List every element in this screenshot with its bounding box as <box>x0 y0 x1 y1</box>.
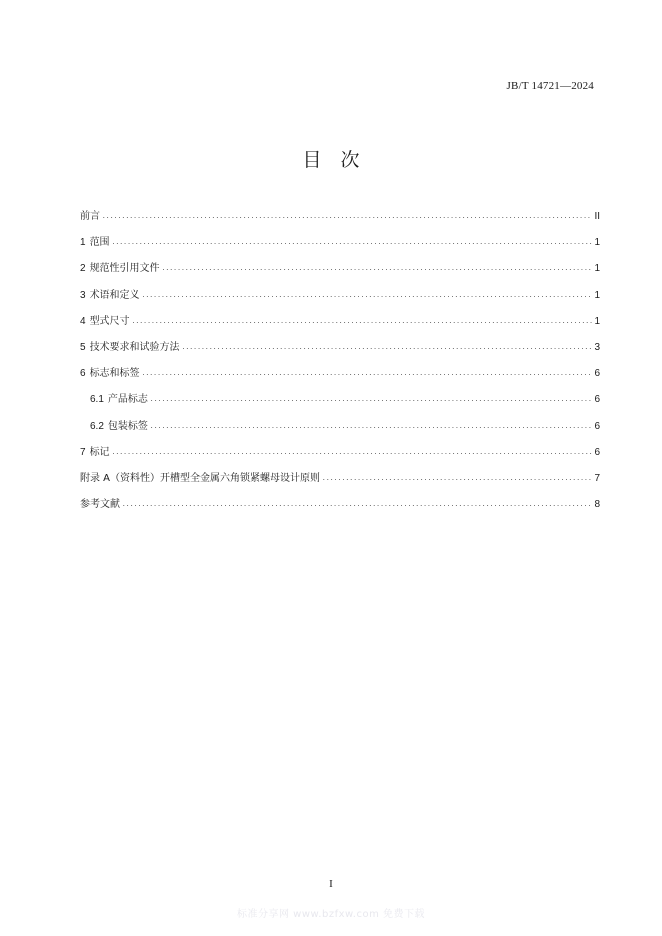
toc-entry-label <box>80 338 180 353</box>
toc-entry[interactable] <box>80 495 600 521</box>
toc-entry[interactable] <box>80 312 600 338</box>
toc-leader-dots <box>182 344 592 351</box>
toc-leader-dots <box>102 213 592 220</box>
toc-entry-page: 1 <box>594 315 600 327</box>
toc-entry-text: 规范性引用文件 <box>89 263 160 275</box>
toc-entry-number: 2 <box>80 263 86 275</box>
toc-entry[interactable] <box>80 286 600 312</box>
toc-entry-label <box>80 443 110 458</box>
toc-leader-dots <box>112 449 592 456</box>
toc-entry-label <box>90 417 148 432</box>
toc-entry-label <box>90 390 148 405</box>
toc-entry[interactable] <box>80 390 600 416</box>
toc-entry-number: 6.2 <box>90 420 104 432</box>
toc-entry-page: 6 <box>594 420 600 432</box>
toc-entry-text: 前言 <box>80 211 100 222</box>
toc-entry-label <box>80 233 110 248</box>
toc-entry[interactable] <box>80 417 600 443</box>
toc-entry[interactable] <box>80 259 600 285</box>
toc-entry-text: 产品标志 <box>107 394 148 406</box>
toc-entry-number: 4 <box>80 315 86 327</box>
toc-entry[interactable] <box>80 233 600 259</box>
toc-entry-number: 3 <box>80 289 86 301</box>
page-number: I <box>329 878 333 890</box>
toc-entry-text: 标志和标签 <box>89 368 140 380</box>
toc-entry-label <box>80 469 320 484</box>
toc-entry-page: 1 <box>594 289 600 301</box>
toc-entry-label <box>80 286 140 301</box>
toc-entry-page: 6 <box>594 368 600 380</box>
toc-entry-page: 6 <box>594 446 600 458</box>
toc-entry-text: 型式尺寸 <box>89 315 130 327</box>
toc-entry-page: 8 <box>594 499 600 511</box>
toc-entry-text: 标记 <box>89 446 110 458</box>
toc-leader-dots <box>122 501 592 508</box>
toc-entry-label <box>80 207 100 222</box>
toc-entry[interactable] <box>80 338 600 364</box>
table-of-contents <box>80 207 600 521</box>
toc-entry-label <box>80 259 160 274</box>
toc-entry-page: 1 <box>594 237 600 249</box>
standard-number: JB/T 14721—2024 <box>506 80 594 92</box>
toc-entry-text: 范围 <box>89 237 110 249</box>
toc-entry-label <box>80 312 130 327</box>
toc-entry-number: 6.1 <box>90 394 104 406</box>
toc-leader-dots <box>132 318 592 325</box>
toc-entry-page: 6 <box>594 394 600 406</box>
toc-entry-text: 技术要求和试验方法 <box>89 341 180 353</box>
toc-entry[interactable] <box>80 469 600 495</box>
toc-leader-dots <box>162 265 592 272</box>
toc-leader-dots <box>142 370 592 377</box>
toc-entry-label <box>80 364 140 379</box>
toc-leader-dots <box>150 423 592 430</box>
toc-leader-dots <box>322 475 592 482</box>
toc-entry-number: 5 <box>80 341 86 353</box>
toc-entry-page: II <box>594 211 600 222</box>
page-title: 目 次 <box>302 149 360 171</box>
toc-entry-number: 1 <box>80 237 86 249</box>
toc-entry-text: 附录 A（资料性）开槽型全金属六角锁紧螺母设计原则 <box>80 472 321 484</box>
toc-entry-text: 参考文献 <box>80 499 120 511</box>
toc-entry-text: 术语和定义 <box>89 289 140 301</box>
toc-leader-dots <box>142 292 592 299</box>
watermark: 标准分享网 www.bzfxw.com 免费下载 <box>237 909 425 920</box>
toc-entry-label <box>80 495 120 510</box>
toc-entry-page: 1 <box>594 263 600 275</box>
toc-entry-number: 6 <box>80 368 86 380</box>
toc-entry-number: 7 <box>80 446 86 458</box>
toc-leader-dots <box>150 396 592 403</box>
toc-entry-page: 7 <box>594 472 600 484</box>
toc-entry[interactable] <box>80 443 600 469</box>
toc-entry[interactable] <box>80 207 600 233</box>
toc-leader-dots <box>112 239 592 246</box>
toc-entry-text: 包装标签 <box>107 420 148 432</box>
toc-entry[interactable] <box>80 364 600 390</box>
toc-entry-page: 3 <box>594 341 600 353</box>
